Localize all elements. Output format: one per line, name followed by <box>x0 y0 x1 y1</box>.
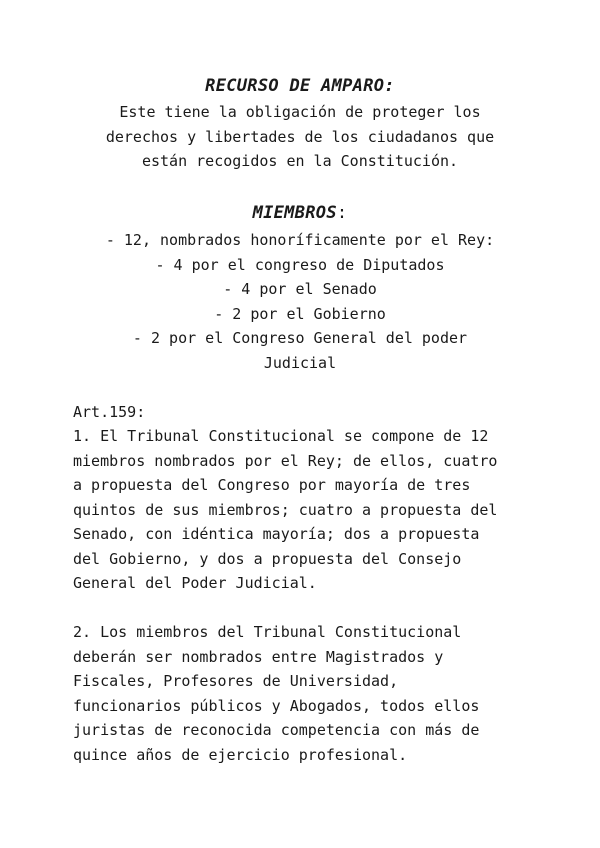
article-line: 2. Los miembros del Tribunal Constitucional <box>73 623 462 641</box>
article-line: deberán ser nombrados entre Magistrados y <box>73 647 444 666</box>
article-line: Senado, con idéntica mayoría; dos a propuesta <box>73 525 480 543</box>
miembros-list <box>0 228 600 375</box>
miembros-title-colon: : <box>336 203 348 223</box>
amparo-description <box>0 100 600 174</box>
miembros-line: Judicial <box>263 353 337 372</box>
miembros-line: - 12, nombrados honoríficamente por el Rey: <box>105 231 495 249</box>
article-line: General del Poder Judicial. <box>73 574 317 592</box>
miembros-line: - 4 por el congreso de Diputados <box>155 255 445 274</box>
amparo-line: derechos y libertades de los ciudadanos que <box>105 127 495 146</box>
article-line: miembros nombrados por el Rey; de ellos, cuatro <box>73 451 498 470</box>
article-line: 1. El Tribunal Constitucional se compone de 12 <box>73 427 489 445</box>
miembros-line: - 2 por el Gobierno <box>214 304 386 323</box>
amparo-line: Este tiene la obligación de proteger los <box>119 103 481 121</box>
amparo-title: RECURSO DE AMPARO: <box>205 76 395 96</box>
article-line: a propuesta del Congreso por mayoría de tres <box>73 476 471 494</box>
article-paragraph-2 <box>73 620 593 767</box>
article-line: juristas de reconocida competencia con más de <box>73 721 480 739</box>
miembros-line: - 2 por el Congreso General del poder <box>132 329 468 347</box>
article-line: funcionarios públicos y Abogados, todos ellos <box>73 696 480 715</box>
amparo-line: están recogidos en la Constitución. <box>141 152 459 170</box>
miembros-title-text: MIEMBROS <box>252 203 337 223</box>
article-line: quintos de sus miembros; cuatro a propuesta del <box>73 500 498 519</box>
article-paragraph-1 <box>73 424 593 596</box>
article-line: Fiscales, Profesores de Universidad, <box>73 672 399 690</box>
article-line: del Gobierno, y dos a propuesta del Consejo <box>73 549 462 568</box>
article-line: quince años de ejercicio profesional. <box>73 745 408 764</box>
miembros-title <box>0 203 600 223</box>
miembros-line: - 4 por el Senado <box>223 280 377 298</box>
article-label: Art.159: <box>73 403 146 421</box>
